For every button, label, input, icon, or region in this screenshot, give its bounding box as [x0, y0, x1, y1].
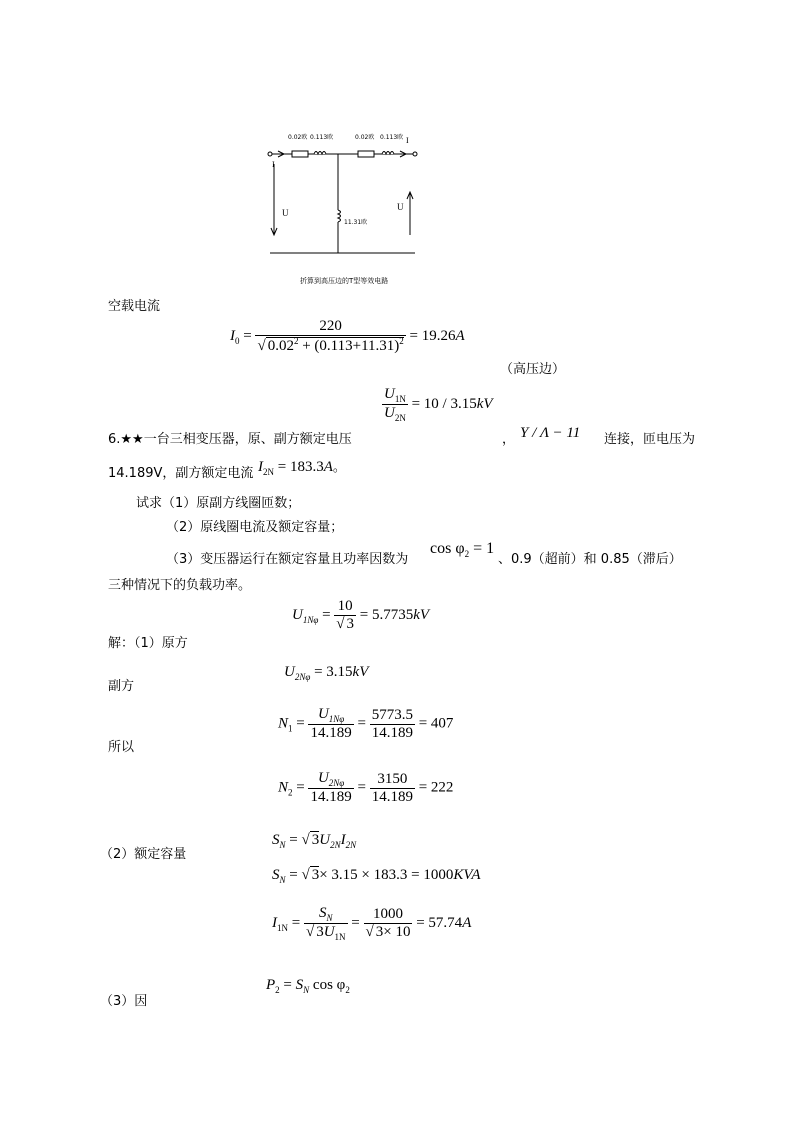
u1-label: U	[282, 208, 289, 218]
r2-label: 0.02欧	[355, 134, 375, 141]
solution-1-label: 解：（1）原方	[108, 636, 188, 651]
circuit-figure	[260, 120, 430, 295]
hv-note: （高压边）	[500, 362, 566, 377]
u2nphi-equation: $U_{2N\varphi} = 3.15kV$	[284, 664, 369, 682]
u1nphi-equation: $U_{1N\varphi}$ = $\frac{10}{√ 3}$ = 5.7735kV	[292, 598, 430, 632]
n2-equation: $N_2$ = $\frac{U_{2N\varphi}}{14.189}$ = $\frac{3150}{14.189}$ = 222	[278, 770, 454, 805]
problem-6-line1: 6.★★一台三相变压器，原、副方额定电压	[108, 432, 352, 447]
i1-label: I	[272, 160, 275, 169]
connection-type: Y / Λ − 11	[520, 425, 581, 441]
x1-label: 0.113欧	[310, 134, 334, 141]
voltage-ratio-equation: $\frac{U_{1N}}{U_{2N}}$ = 10 / 3.15kV	[384, 386, 493, 423]
so-label: 所以	[108, 740, 135, 755]
because-label: （3）因	[100, 994, 148, 1009]
xm-label: 11.31欧	[344, 219, 368, 226]
ask-3b: 、0.9（超前）和 0.85（滞后）	[498, 552, 682, 567]
noload-title: 空载电流	[108, 299, 161, 314]
ask-3a: （3）变压器运行在额定容量且功率因数为	[166, 552, 409, 567]
r1-label: 0.02欧	[288, 134, 308, 141]
i2n-equation: $I_{2N} = 183.3A$。	[258, 459, 346, 477]
ask-3c: 三种情况下的负载功率。	[108, 578, 252, 593]
sn-calc: $S_N$ = √ 3× 3.15 × 183.3 = 1000KVA	[272, 867, 481, 885]
problem-6-line2: 14.189V，副方额定电流	[108, 466, 254, 481]
i2-label: I	[406, 136, 409, 145]
ask-2: （2）原线圈电流及额定容量；	[166, 520, 344, 535]
sn-formula: $S_N$ = √ $3U_{2N}I_{2N}$	[272, 832, 357, 850]
p2-equation: $P_2 = S_N$ $\cos \varphi_2$	[266, 977, 350, 995]
x2-label: 0.113欧	[380, 134, 404, 141]
capacity-label: （2）额定容量	[100, 847, 187, 862]
cos-phi-equation: $\cos \varphi_2 = 1$	[430, 540, 495, 560]
problem-6-conn-tail: 连接，匝电压为	[604, 432, 696, 447]
n1-equation: $N_1$ = $\frac{U_{1N\varphi}}{14.189}$ = $\frac{5773.5}{14.189}$ = 407	[278, 706, 454, 741]
figure-caption: 折算到高压边的T型等效电路	[300, 277, 389, 285]
ask-1: 试求（1）原副方线圈匝数；	[136, 496, 301, 511]
problem-6-comma: ，	[502, 432, 516, 447]
i0-equation: $I_0$ = $\frac{220}{√ 0.02^2 + (0.113+11.31)^2}$ = 19.26A	[230, 318, 465, 354]
u2-label: U	[397, 202, 404, 212]
secondary-label: 副方	[108, 679, 135, 694]
i1n-equation: $I_{1N}$ = $\frac{S_N}{√ 3U_{1N}}$ = $\frac{1000}{√ 3\times 10}$ = 57.74A	[272, 905, 472, 942]
